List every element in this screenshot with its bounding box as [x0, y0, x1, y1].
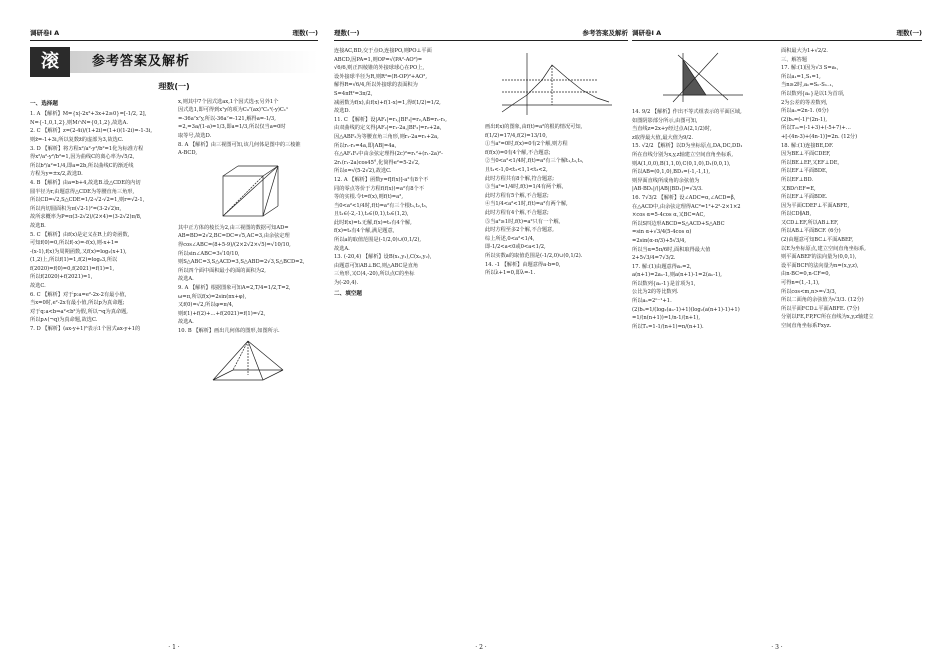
text-line: 所以a₁=1,S₁=1, [781, 73, 821, 80]
text-line: 因式选1,即可得到x⁷y的项为C₉⁷(ax)⁷C₂¹(-y)C₁¹ [178, 107, 289, 114]
text-line: N={-1,0,1,2},则M∩N={0,1,2},故选A. [30, 119, 128, 126]
text-line: 所以CD=√2,S△CDE=1/2·√2·√2=1,则r=√2-1, [30, 197, 145, 204]
text-line: 其中正方体的棱长为2,由三视图的数据可知AD= [178, 224, 289, 231]
text-line: a(n+1)=2aₙ-1,则a(n+1)-1=2(aₙ-1), [632, 272, 722, 279]
page-2 [334, 28, 628, 652]
text-line: ①当a²=0时,f(x)=0有2个解,则方程 [485, 141, 568, 148]
text-line: 为(-20,4). [334, 280, 359, 287]
text-line: x,则其中7个因式选ax,1个因式选-y,另外1个 [178, 98, 279, 105]
header-left: 调研卷Ⅰ A [30, 29, 60, 38]
page-1-column-2 [178, 98, 318, 392]
text-line: 因为BE⊥平面CDEF, [781, 151, 831, 158]
text-line: (1,2)上,所以f(1)=1,f(2)=log₂3,所以 [30, 257, 118, 264]
text-line: S=4πR²=3π/2, [334, 90, 373, 97]
text-line: 所以数列{aₙ-1}是首项为1, [632, 280, 696, 287]
text-line: 当直线z=2x+y经过点A(2,1/2)时, [632, 126, 712, 133]
text-line: ③当a²=1/4时,f(t)=1/4有两个解, [485, 184, 564, 191]
text-line: 此时f(x)=t₁无解,f(x)=t₂有4个解, [334, 219, 412, 226]
text-line: 画出f(x)的图象,由f(t)=a²的根的情况可知, [485, 124, 583, 130]
text-line: 所以CD∥AB, [781, 211, 812, 218]
text-line: 12. A 【解析】函数y=f[f(x)]-a²有8个不 [334, 176, 429, 183]
text-line: ②当0<a²<1/4时,f(t)=a²有三个解t₁,t₂,t₃, [485, 158, 584, 165]
text-line: 6. C 【解析】对于p:a=e²-2x-2有最小值, [30, 291, 127, 298]
text-line: 3. D 【解析】将方程x²/a²-y²/b²=1化为标准方程 [30, 145, 144, 152]
text-line: 连接AC,BD,交于点O,连接PO,则PO⊥平面 [334, 48, 432, 54]
subject-title: 理数(一) [158, 82, 190, 91]
text-line: 2. C 【解析】z=(2-4i)/(1+2i)=(1+i)(1-2i)=-1-3i, [30, 128, 153, 135]
text-line: 设外接球半径为R,则R²=(R-OP)²+AO², [334, 73, 427, 80]
text-line: f(f(x))=0有4个解,不合题意; [485, 149, 551, 156]
running-header [334, 28, 628, 41]
text-line: ④当1/4<a²<1时,f(t)=a²有两个解, [485, 201, 568, 208]
page-3 [632, 28, 922, 652]
text-line: 因为平面CDEF⊥平面ABFE, [781, 202, 850, 209]
page-2-column-2 [485, 47, 628, 300]
text-line: 当0<a²<1/4时,f(t)=a²有三个根t₁,t₂,t₃, [334, 202, 428, 209]
text-line: 2r₁(r₁-2a)cos45°,化简得e²=5-2√2, [334, 159, 420, 166]
header-right: 参考答案及解析 [582, 29, 628, 38]
text-line: 1. A 【解析】M={x|-2x²+3x+2≥0}=[-1/2, 2], [30, 111, 147, 118]
text-line: 方程为y=±x/2,故选D. [30, 171, 83, 178]
header-left: 理数(一) [334, 29, 360, 38]
text-line: ω=π,所以f(x)=2sin(πx+φ), [178, 293, 247, 300]
text-line: 得x²/a²-y²/b²=1,因为曲线C的离心率为√5/2, [30, 154, 135, 161]
text-line: 15. √2/2 【解析】以D为坐标原点,DA,DC,DD₁ [632, 143, 743, 150]
text-line: 9. A 【解析】根据图象可知A=2,T/4=1/2,T=2, [178, 284, 291, 291]
text-line: 则S△ABC=3,S△ACD=3,S△ABD=2√3,S△BCD=2, [178, 259, 305, 266]
text-line: √6/6,则正四棱锥的外接球球心在PO上, [334, 65, 425, 72]
text-line: 则A(1,0,0),B(1,1,0),C(0,1,0),D₁(0,0,1), [632, 160, 731, 167]
text-line: 13. (-20,4) 【解析】设B(x₁,y₁),C(x₂,y₂), [334, 254, 432, 261]
text-line: (2)由题意可知BC⊥平面ABEF, [781, 237, 854, 244]
text-line: 如图阴影部分所示,由图可知, [632, 117, 698, 124]
text-line: 所以p∧(¬q)为真命题,故选C. [30, 317, 98, 324]
text-line: 所以T₂ₙ=(-1+3)+(-5+7)+… [781, 125, 851, 132]
text-line: ×cos α=5-4cos α,又BC=AC, [632, 212, 705, 219]
text-line: =2,=3a/(1-a)=1/3,即a=1/3,所以仅当a=0时 [178, 124, 286, 131]
text-line: =sin α+√3/4(5-4cos α) [632, 229, 692, 236]
text-line: 以E为坐标原点,建立空间直角坐标系, [781, 245, 866, 252]
text-line: 2为公差的等差数列, [781, 99, 828, 106]
tetrahedron-figure [208, 161, 288, 221]
text-line: 所以AB=(0,1,0),BD₁=(-1,-1,1), [632, 169, 710, 176]
page-1-column-1 [30, 98, 170, 392]
piecewise-function-graph [497, 50, 617, 120]
square-pyramid-figure [203, 338, 293, 388]
text-line: 三角形,又C(4,-20),所以点C的坐标 [334, 271, 415, 278]
page-number: · 3 · [771, 644, 783, 652]
text-line: 故选A. [178, 319, 194, 326]
text-line: 公比为2的等比数列. [632, 289, 679, 296]
text-line: =2sin(α-π/3)+5√3/4, [632, 237, 687, 244]
text-line: 三、解答题 [781, 56, 807, 63]
text-line: |AB·BD₁|/(|AB||BD₁|)=√3/3. [632, 186, 703, 193]
text-line: 面积最大为1+√2/2. [781, 48, 828, 54]
text-lines [178, 98, 318, 389]
page-number: · 2 · [475, 644, 487, 652]
text-line: 由题意可知AB⊥BC,则△ABC是直角 [334, 262, 419, 269]
text-line: 则平面ABEF的法向量为(0,0,1), [781, 254, 857, 261]
text-line: 5. C 【解析】由f(x)是定义在R上的奇函数, [30, 231, 130, 238]
text-line: 又f(0)=√2,所以φ=π/4, [178, 302, 234, 309]
text-lines [781, 47, 922, 331]
page-3-column-2 [781, 47, 922, 331]
text-line: 同的零点等价于方程f(f(x))=a²有8个不 [334, 185, 424, 192]
text-line: 故选C. [30, 283, 46, 290]
text-lines [632, 50, 773, 331]
text-line: 此时方程有4个解,不合题意; [485, 209, 549, 216]
text-line: 所以实数a的取值范围是(-1/2,0)∪(0,1/2). [485, 252, 583, 259]
text-line: 解得R=√6/4,所以外接球的表面积为 [334, 82, 418, 89]
text-line: 11. C 【解析】设|AF₁|=r₁,|BF₁|=r₂,AB=r₁-r₂, [334, 116, 447, 123]
text-line: (2)bₙ=(-1)ⁿ(2n-1), [781, 116, 827, 123]
text-line: 14. -1 【解析】由题意得a·b=0, [485, 261, 561, 268]
text-line: 所以S四边形ABCD=S△ACD+S△ABC [632, 220, 725, 227]
text-line: 所以数列{aₙ}是以1为首项, [781, 90, 845, 97]
text-line: 且t₁∈(-2,-1),t₂∈(0,1),t₃∈(1,2), [334, 211, 409, 218]
text-line: 又BD∩EF=E, [781, 185, 816, 192]
text-line: 且t₁<-1,0<t₂<1,1<t₃<2, [485, 166, 548, 173]
header-left: 调研卷Ⅰ A [632, 29, 662, 38]
text-line: f(2020)=f(0)=0,f(2021)=f(1)=1, [30, 265, 115, 272]
text-line: 即-1/2<a<0或0<a<1/2, [485, 244, 546, 251]
text-line: 此时方程有5个解,不合题意; [485, 192, 549, 199]
text-line: 在△ACD中,由余弦定理得AC²=1²+2²-2×1×2 [632, 203, 741, 210]
text-line: 减函数为f(x),由f(x)+f(1-x)=1,得f(1/2)=1/2, [334, 99, 441, 106]
running-header [632, 28, 922, 41]
page-2-column-1 [334, 47, 477, 300]
text-line: 则f(1)+f(2)+…+f(2021)=f(1)=√2, [178, 310, 266, 317]
text-line: f(x)=t₃有4个解,满足题意, [334, 228, 395, 235]
text-line: f(1/2)=17/4,f(2)=13/10, [485, 132, 548, 139]
header-right: 理数(一) [292, 29, 318, 38]
text-line: 8. A 【解析】由三视图可知,该几何体是图中的三棱锥 [178, 141, 301, 148]
text-line: 17. 解:(1)因为√3 S=a₁, [781, 65, 839, 72]
text-line: 故选B. [30, 222, 46, 229]
logo: 滚 [30, 47, 70, 77]
text-line: 故选A. [334, 245, 350, 252]
text-line: AB=BD=2√2,BC=DC=√5,AC=3,由余弦定理 [178, 233, 290, 240]
text-line: 当x=0时,e²-2x有最小值,所以p为真命题; [30, 300, 125, 307]
text-line: 所以aₙ=2ⁿ⁻¹+1. [632, 298, 672, 305]
text-line: 所以EF⊥BD. [781, 176, 814, 183]
text-line: 则异面直线所成角的余弦值为 [632, 177, 700, 184]
text-line: 所以当α=5π/6时,面积取得最大值 [632, 246, 711, 253]
text-line: 因△ABF₂为等腰直角三角形,则r₁-2a=r₂+2a, [334, 133, 439, 140]
text-line: 所以二面角的余弦值为√3/3. (12分) [781, 297, 864, 304]
text-line: 所以Tₙ=1-1/(n+1)=n/(n+1). [632, 323, 704, 330]
text-line: =1/(n(n+1))=1/n-1/(n+1), [632, 315, 701, 322]
text-line: 圆半径为r,由题意得△CDE为等腰直角三角形, [30, 188, 135, 195]
text-line: ⑤当a²≥1时,f(t)=a²只有一个解, [485, 218, 561, 225]
text-line: 18. 解:(1)连接BE,DF. [781, 142, 834, 149]
text-line: 故所求概率为P=π(3-2√2)/(2×4)=(3-2√2)π/8, [30, 214, 142, 221]
text-line: ABCD,因PA=1,则OP=√(PA²-AO²)= [334, 56, 423, 63]
text-line: 由n·BC=0,n·CF=0, [781, 271, 831, 278]
text-line: (2)bₙ=1/(log₂(aₙ-1)+1)(log₂(a(n+1)-1)+1) [632, 306, 740, 313]
text-line: 所以e=√(5-2√2),故选C. [334, 168, 392, 175]
text-line: =-36a⁷x⁷y,所以-36a⁷=-121,解得a=-1/3, [178, 115, 276, 122]
text-line: 4. B 【解析】由a=b+4,故选B.设△CDE的内切 [30, 179, 141, 186]
text-line: 2+5√3/4=7√3/2. [632, 255, 676, 262]
text-line: 可得n=(1,-1,1), [781, 280, 820, 287]
text-line: 故选A. [178, 276, 194, 283]
text-line: 空间直角坐标系Fxyz. [781, 323, 832, 329]
text-line: 综上所述,0<a²<1/4, [485, 235, 535, 242]
text-line: 此时方程至多2个解,不合题意, [485, 227, 554, 234]
text-line: 所以AB⊥平面BCF. (6分) [781, 228, 841, 235]
page-number: · 1 · [168, 644, 180, 652]
text-line: 可知f(0)=0,所以f(-x)=-f(x),则-x+1= [30, 240, 119, 247]
section-heading: 一、选择题 [30, 100, 58, 107]
page-1 [30, 28, 318, 652]
text-line: 所以EF⊥平面BDE, [781, 168, 828, 175]
text-line: 则z̄=-1+3i,所以复数z̄的虚部为3,故选C. [30, 136, 124, 143]
text-line: 对于q:a<b⇒a²<b²为假,所以¬q为真命题, [30, 308, 128, 315]
text-line: 所以f(2020)+f(2021)=1, [30, 274, 93, 281]
text-line: 所以b²/a²=1/4,即a=2b,所以曲线C的渐近线 [30, 162, 134, 169]
text-line: 所以BE⊥EF,又EF⊥DE, [781, 159, 840, 166]
text-line: 所以四个面中面积最小的面的面积为2, [178, 267, 266, 274]
text-line: 所以sin∠ABC=3√10/10, [178, 250, 240, 257]
text-line: 7. D 【解析】(ax-y+1)⁶表示1个因式ax-y+1的 [30, 326, 141, 333]
text-line: 所以内切圆面积为π(√2-1)²=(3-2√2)π, [30, 205, 122, 212]
text-line: A-BCD, [178, 150, 197, 157]
text-line: 等的实根.令t=f(x),则f(t)=a², [334, 194, 403, 201]
text-line: 所在直线分别为x,y,z轴建立空间直角坐标系, [632, 151, 734, 158]
text-lines [30, 110, 170, 333]
banner-title: 参考答案及解析 [70, 51, 318, 73]
text-line: 分别以FE,FP,FC所在直线为x,y,z轴建立 [781, 314, 874, 321]
text-line: 所以EF⊥平面BDE. [781, 194, 828, 201]
running-header [30, 28, 318, 41]
text-line: 10. B 【解析】画出几何体的图形,如图所示. [178, 327, 280, 334]
text-line: 17. 解:(1)由题意得a₁=2, [632, 263, 692, 270]
text-line: 14. 9/2 【解析】作出不等式组表示的平面区域, [632, 109, 742, 115]
page-3-column-1 [632, 47, 773, 331]
text-line: 此时方程共有8个解,符合题意; [485, 175, 554, 182]
text-line: +[-(4n-3)+(4n-1)]=2n. (12分) [781, 133, 858, 140]
text-line: 由双曲线的定义得|AF₂|=r₁-2a,|BF₂|=r₂+2a, [334, 125, 442, 132]
text-line: 当n≥2时,aₙ=Sₙ-Sₙ₋₁, [781, 82, 834, 89]
header-right: 理数(一) [896, 29, 922, 38]
text-line: 所以cos<m,n>=√3/3, [781, 288, 837, 295]
text-line: 在△AF₁F₂中由余弦定理得(2c)²=r₁²+(r₁-2a)²- [334, 151, 443, 158]
text-line: 又CD⊥EF,所以AB⊥EF, [781, 219, 839, 226]
text-line: -(x-1),f(x)为周期函数,又f(x)=log₂(x+1), [30, 248, 127, 255]
text-line: 所以平面FCD⊥平面ABFE. (7分) [781, 305, 860, 312]
section-heading: 二、填空题 [334, 290, 362, 297]
text-line: 16. 7√3/2 【解析】设∠ADC=α,∠ACD=β, [632, 194, 736, 201]
text-line: 故选D. [334, 108, 350, 115]
feasible-region-figure [658, 50, 748, 105]
title-banner [30, 45, 318, 79]
text-line: 得cos∠ABC=(8+5-9)/(2×2√2×√5)=√10/10, [178, 241, 291, 248]
text-line: z取得最大值,最大值为9/2. [632, 134, 694, 141]
text-line: 所以a的取值范围是(-1/2,0)∪(0,1/2), [334, 237, 422, 244]
text-line: 所以aₙ=2n-1. (6分) [781, 108, 829, 115]
text-lines [485, 50, 628, 278]
text-line: 所以r₁-r₂=4a,即|AB|=4a, [334, 142, 397, 149]
text-line: 设平面BCF的法向量为n=(x,y,z), [781, 262, 859, 269]
text-lines [334, 47, 477, 288]
text-line: 所以λ+1=0,即λ=-1. [485, 270, 536, 277]
text-line: 取等号,故选D. [178, 132, 212, 139]
